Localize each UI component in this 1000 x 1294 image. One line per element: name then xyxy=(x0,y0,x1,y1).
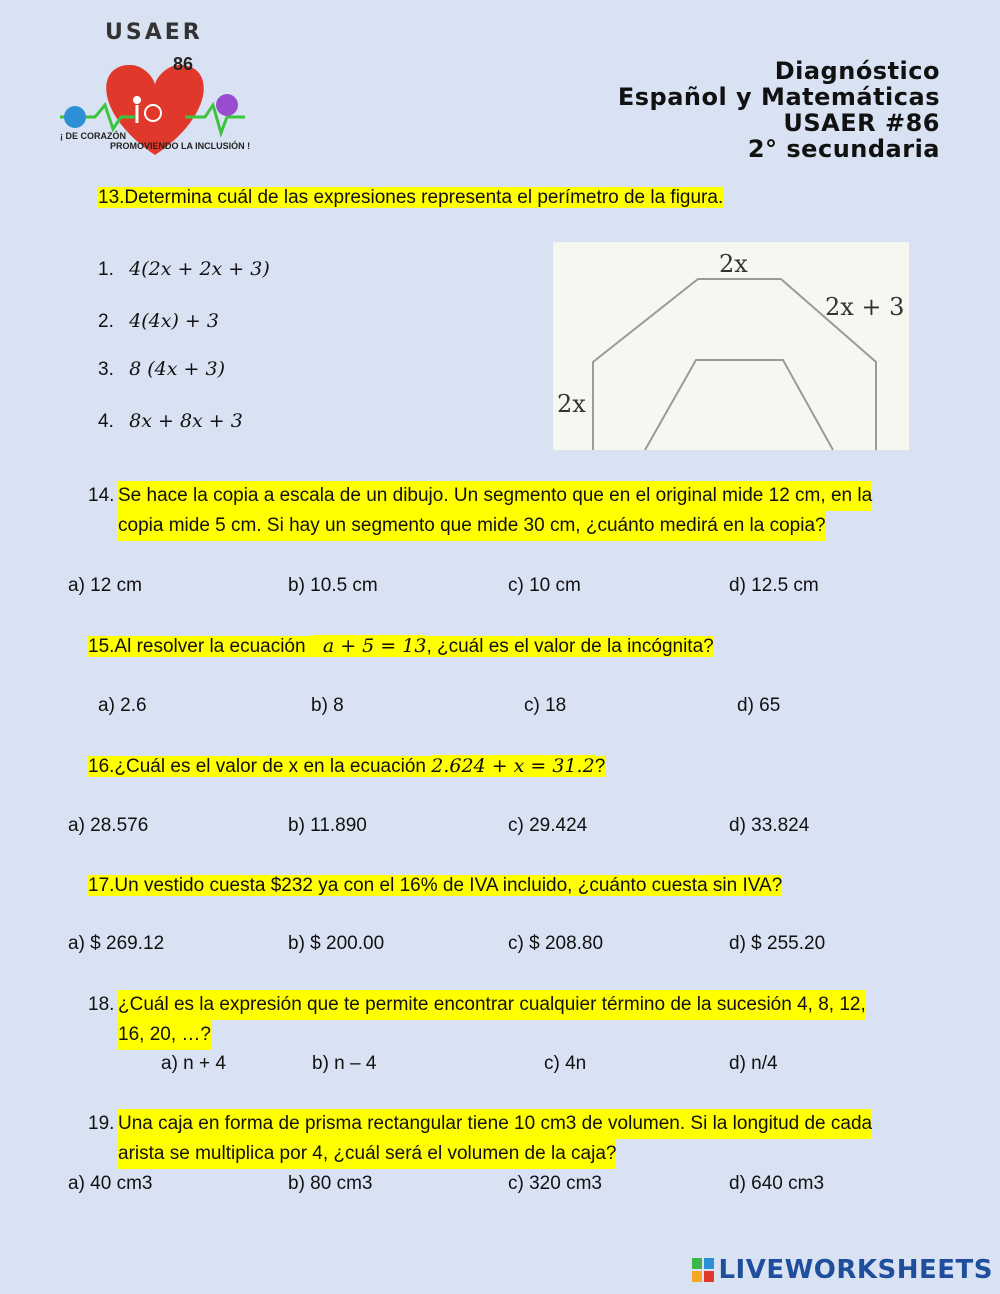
question-15-post: , ¿cuál es el valor de la incógnita? xyxy=(426,636,714,657)
figure-label-top: 2x xyxy=(719,250,748,278)
figure-label-right: 2x + 3 xyxy=(825,293,905,321)
q15-option-a[interactable]: a) 2.6 xyxy=(98,695,147,716)
question-18 xyxy=(88,990,948,1050)
q17-option-d[interactable]: d) $ 255.20 xyxy=(729,933,826,954)
q15-option-d[interactable]: d) 65 xyxy=(737,695,781,716)
question-19-line-2: arista se multiplica por 4, ¿cuál será el volumen de la caja? xyxy=(118,1139,616,1169)
q13-option-3-num: 3. xyxy=(98,359,114,380)
question-14 xyxy=(88,481,948,541)
q19-option-c[interactable]: c) 320 cm3 xyxy=(508,1173,602,1194)
question-19-line-1: Una caja en forma de prisma rectangular tiene 10 cm3 de volumen. Si la longitud de cada xyxy=(118,1109,872,1139)
q14-option-d[interactable]: d) 12.5 cm xyxy=(729,575,819,596)
q18-option-a[interactable]: a) n + 4 xyxy=(161,1053,226,1074)
footer-brand-text: LIVEWORKSHEETS xyxy=(718,1255,993,1285)
header-line-3: USAER #86 xyxy=(783,109,940,137)
q18-option-c[interactable]: c) 4n xyxy=(544,1053,587,1074)
q13-option-2[interactable] xyxy=(98,310,219,333)
header-title xyxy=(618,58,940,162)
question-17 xyxy=(88,871,782,901)
logo-tagline-1: ¡ DE CORAZÓN xyxy=(60,131,126,141)
question-19-num: 19. xyxy=(88,1113,115,1134)
question-15 xyxy=(88,631,714,662)
q13-option-1-expr: 4(2x + 2x + 3) xyxy=(129,258,270,280)
q14-option-c[interactable]: c) 10 cm xyxy=(508,575,581,596)
question-16-pre: 16.¿Cuál es el valor de x en la ecuación xyxy=(88,756,432,777)
logo xyxy=(55,20,255,160)
q19-option-b[interactable]: b) 80 cm3 xyxy=(288,1173,373,1194)
q18-option-b[interactable]: b) n – 4 xyxy=(312,1053,377,1074)
q17-option-a[interactable]: a) $ 269.12 xyxy=(68,933,165,954)
question-14-line-2: copia mide 5 cm. Si hay un segmento que mide 30 cm, ¿cuánto medirá en la copia? xyxy=(118,511,826,541)
question-13-text: 13.Determina cuál de las expresiones representa el perímetro de la figura. xyxy=(98,187,724,208)
logo-number: 86 xyxy=(173,54,194,74)
question-19 xyxy=(88,1109,948,1169)
q17-option-c[interactable]: c) $ 208.80 xyxy=(508,933,604,954)
question-14-line-1: Se hace la copia a escala de un dibujo. Un segmento que en el original mide 12 cm, en la xyxy=(118,481,872,511)
q13-figure-shape xyxy=(553,242,909,450)
question-16 xyxy=(88,751,605,782)
q16-option-a[interactable]: a) 28.576 xyxy=(68,815,149,836)
q17-option-b[interactable]: b) $ 200.00 xyxy=(288,933,385,954)
q13-option-4-expr: 8x + 8x + 3 xyxy=(129,410,243,432)
q18-option-d[interactable]: d) n/4 xyxy=(729,1053,778,1074)
question-18-line-1: ¿Cuál es la expresión que te permite encontrar cualquier término de la sucesión 4, 8, 12, xyxy=(118,990,866,1020)
q13-option-3-expr: 8 (4x + 3) xyxy=(129,358,225,380)
q13-option-4[interactable] xyxy=(98,410,243,433)
q16-option-c[interactable]: c) 29.424 xyxy=(508,815,588,836)
liveworksheets-logo-icon xyxy=(692,1258,714,1282)
q13-option-1[interactable] xyxy=(98,258,270,281)
header-line-4: 2° secundaria xyxy=(747,135,940,163)
question-15-equation: a + 5 = 13 xyxy=(311,635,427,657)
q14-option-a[interactable]: a) 12 cm xyxy=(68,575,142,596)
logo-tagline-2: PROMOVIENDO LA INCLUSIÓN ! xyxy=(110,141,251,151)
q13-option-2-expr: 4(4x) + 3 xyxy=(129,310,219,332)
q19-option-a[interactable]: a) 40 cm3 xyxy=(68,1173,153,1194)
q15-option-c[interactable]: c) 18 xyxy=(524,695,567,716)
header-line-1: Diagnóstico xyxy=(774,57,940,85)
question-16-post: ? xyxy=(594,756,606,777)
q13-option-3[interactable] xyxy=(98,358,225,381)
question-18-num: 18. xyxy=(88,994,115,1015)
q13-option-2-num: 2. xyxy=(98,311,114,332)
question-13 xyxy=(98,183,723,213)
question-17-text: 17.Un vestido cuesta $232 ya con el 16% de IVA incluido, ¿cuánto cuesta sin IVA? xyxy=(88,875,783,896)
q14-option-b[interactable]: b) 10.5 cm xyxy=(288,575,378,596)
question-15-pre: 15.Al resolver la ecuación xyxy=(88,636,311,657)
footer-brand[interactable] xyxy=(692,1255,993,1285)
question-14-num: 14. xyxy=(88,485,115,506)
question-18-line-2: 16, 20, …? xyxy=(118,1020,211,1050)
q13-figure xyxy=(553,242,909,450)
q13-option-1-num: 1. xyxy=(98,259,114,280)
q13-option-4-num: 4. xyxy=(98,411,114,432)
figure-label-left: 2x xyxy=(557,390,586,418)
q19-option-d[interactable]: d) 640 cm3 xyxy=(729,1173,825,1194)
q16-option-d[interactable]: d) 33.824 xyxy=(729,815,810,836)
question-16-equation: 2.624 + x = 31.2 xyxy=(431,755,595,777)
q16-option-b[interactable]: b) 11.890 xyxy=(288,815,367,836)
header-line-2: Español y Matemáticas xyxy=(617,83,940,111)
q15-option-b[interactable]: b) 8 xyxy=(311,695,344,716)
logo-title: USAER xyxy=(105,20,203,45)
